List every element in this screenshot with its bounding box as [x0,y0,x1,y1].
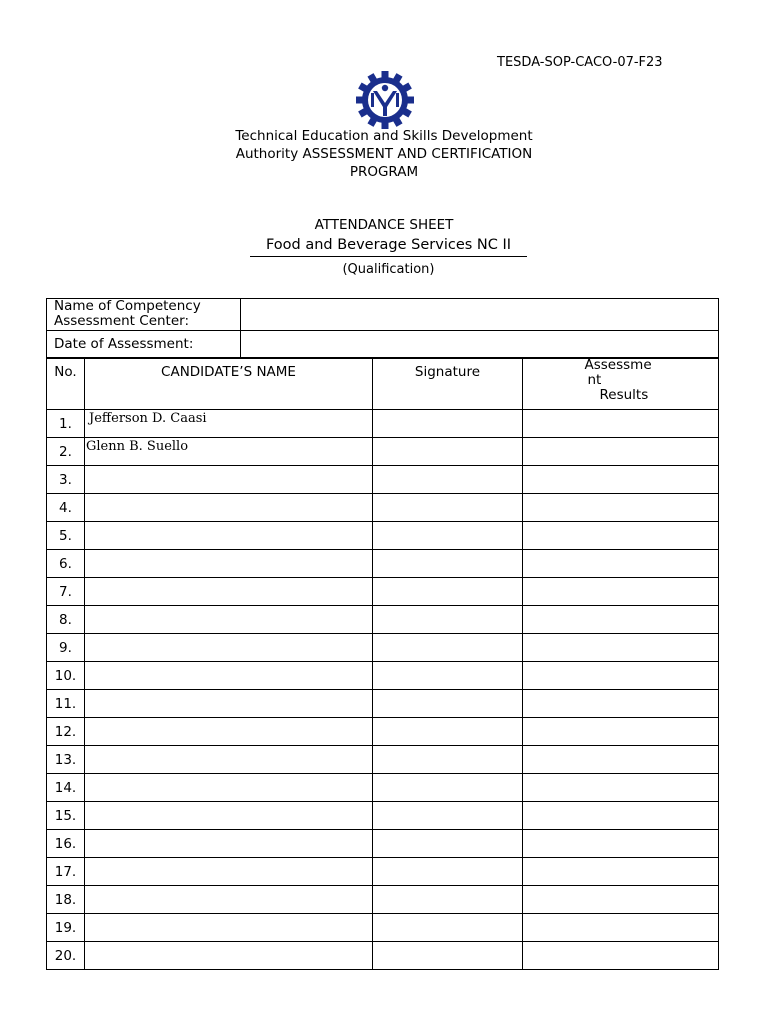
candidate-name-field[interactable]: Glenn B. Suello [85,438,373,466]
signature-field[interactable] [373,718,523,746]
signature-field[interactable] [373,550,523,578]
assessment-result-field[interactable] [523,914,719,942]
assessment-result-field[interactable] [523,662,719,690]
candidate-name-field[interactable]: Jefferson D. Caasi [85,410,373,438]
signature-field[interactable] [373,914,523,942]
candidate-name-field[interactable] [85,522,373,550]
table-row [47,550,719,578]
signature-field[interactable] [373,466,523,494]
signature-field[interactable] [373,774,523,802]
row-number: 8. [47,606,85,634]
signature-field[interactable] [373,662,523,690]
signature-field[interactable] [373,410,523,438]
table-row [47,522,719,550]
signature-field[interactable] [373,746,523,774]
center-row [47,299,719,331]
row-number: 13. [47,746,85,774]
center-value-field[interactable] [241,299,719,331]
attendance-table [46,357,719,970]
candidate-name-field[interactable] [85,606,373,634]
header-candidate-name: CANDIDATE’S NAME [85,358,373,410]
candidate-name-field[interactable] [85,830,373,858]
table-row [47,466,719,494]
tesda-logo-icon [355,71,415,129]
candidate-name-field[interactable] [85,802,373,830]
row-number: 2. [47,438,85,466]
signature-field[interactable] [373,438,523,466]
row-number: 7. [47,578,85,606]
header-results-line-3: Results [599,387,649,403]
table-row [47,886,719,914]
row-number: 18. [47,886,85,914]
date-value-field[interactable] [241,331,719,359]
table-row [47,718,719,746]
candidate-name-field[interactable] [85,494,373,522]
row-number: 9. [47,634,85,662]
table-row [47,746,719,774]
candidate-name-field[interactable] [85,578,373,606]
row-number: 14. [47,774,85,802]
assessment-result-field[interactable] [523,802,719,830]
assessment-result-field[interactable] [523,522,719,550]
assessment-result-field[interactable] [523,634,719,662]
row-number: 1. [47,410,85,438]
table-row [47,410,719,438]
row-number: 4. [47,494,85,522]
table-row [47,942,719,970]
row-number: 10. [47,662,85,690]
form-code: TESDA-SOP-CACO-07-F23 [497,55,663,70]
table-row [47,830,719,858]
signature-field[interactable] [373,942,523,970]
row-number: 19. [47,914,85,942]
header-results-text [585,358,657,403]
row-number: 20. [47,942,85,970]
table-row [47,858,719,886]
sheet-title: ATTENDANCE SHEET [314,217,454,233]
assessment-result-field[interactable] [523,774,719,802]
candidate-name-field[interactable] [85,774,373,802]
table-row [47,802,719,830]
assessment-result-field[interactable] [523,690,719,718]
signature-field[interactable] [373,634,523,662]
signature-field[interactable] [373,690,523,718]
candidate-name-field[interactable] [85,942,373,970]
table-row [47,662,719,690]
row-number: 12. [47,718,85,746]
table-row [47,438,719,466]
table-row [47,578,719,606]
signature-field[interactable] [373,522,523,550]
candidate-name-field[interactable] [85,662,373,690]
qualification-value: Food and Beverage Services NC II [250,237,527,257]
agency-line-3: PROGRAM [349,164,419,180]
assessment-result-field[interactable] [523,830,719,858]
agency-name [200,127,568,181]
table-row [47,774,719,802]
agency-line-2: Authority ASSESSMENT AND CERTIFICATION [235,146,533,162]
table-row [47,914,719,942]
candidate-name-field[interactable] [85,858,373,886]
signature-field[interactable] [373,802,523,830]
row-number: 11. [47,690,85,718]
attendance-rows [47,410,719,970]
center-label [47,299,241,331]
assessment-result-field[interactable] [523,494,719,522]
signature-field[interactable] [373,858,523,886]
table-row [47,494,719,522]
assessment-result-field[interactable] [523,886,719,914]
signature-field[interactable] [373,494,523,522]
row-number: 6. [47,550,85,578]
table-row [47,606,719,634]
assessment-result-field[interactable] [523,550,719,578]
table-header-row [47,358,719,410]
row-number: 5. [47,522,85,550]
date-label: Date of Assessment: [47,331,241,359]
candidate-name-field[interactable] [85,550,373,578]
center-label-line-1: Name of Competency [54,298,201,314]
row-number: 3. [47,466,85,494]
signature-field[interactable] [373,606,523,634]
qualification-caption: (Qualification) [342,262,435,277]
candidate-name-field[interactable] [85,718,373,746]
candidate-name-field[interactable] [85,466,373,494]
signature-field[interactable] [373,830,523,858]
signature-field[interactable] [373,886,523,914]
candidate-name-field[interactable] [85,746,373,774]
candidate-name-field[interactable] [85,914,373,942]
table-row [47,634,719,662]
assessment-result-field[interactable] [523,578,719,606]
row-number: 17. [47,858,85,886]
assessment-result-field[interactable] [523,466,719,494]
row-number: 16. [47,830,85,858]
candidate-name-field[interactable] [85,690,373,718]
assessment-result-field[interactable] [523,606,719,634]
assessment-result-field[interactable] [523,438,719,466]
table-row [47,690,719,718]
center-label-line-2: Assessment Center: [54,313,190,329]
assessment-result-field[interactable] [523,858,719,886]
header-no: No. [47,358,85,410]
agency-line-1: Technical Education and Skills Development [235,128,533,144]
assessment-info-table [46,298,719,359]
candidate-name-field[interactable] [85,634,373,662]
assessment-result-field[interactable] [523,746,719,774]
candidate-name-field[interactable] [85,886,373,914]
header-results-line-1: Assessme [584,357,652,373]
header-signature: Signature [373,358,523,410]
date-row [47,331,719,359]
row-number: 15. [47,802,85,830]
signature-field[interactable] [373,578,523,606]
assessment-result-field[interactable] [523,718,719,746]
header-assessment-results [523,358,719,410]
assessment-result-field[interactable] [523,410,719,438]
assessment-result-field[interactable] [523,942,719,970]
header-results-line-2: nt [587,372,602,388]
